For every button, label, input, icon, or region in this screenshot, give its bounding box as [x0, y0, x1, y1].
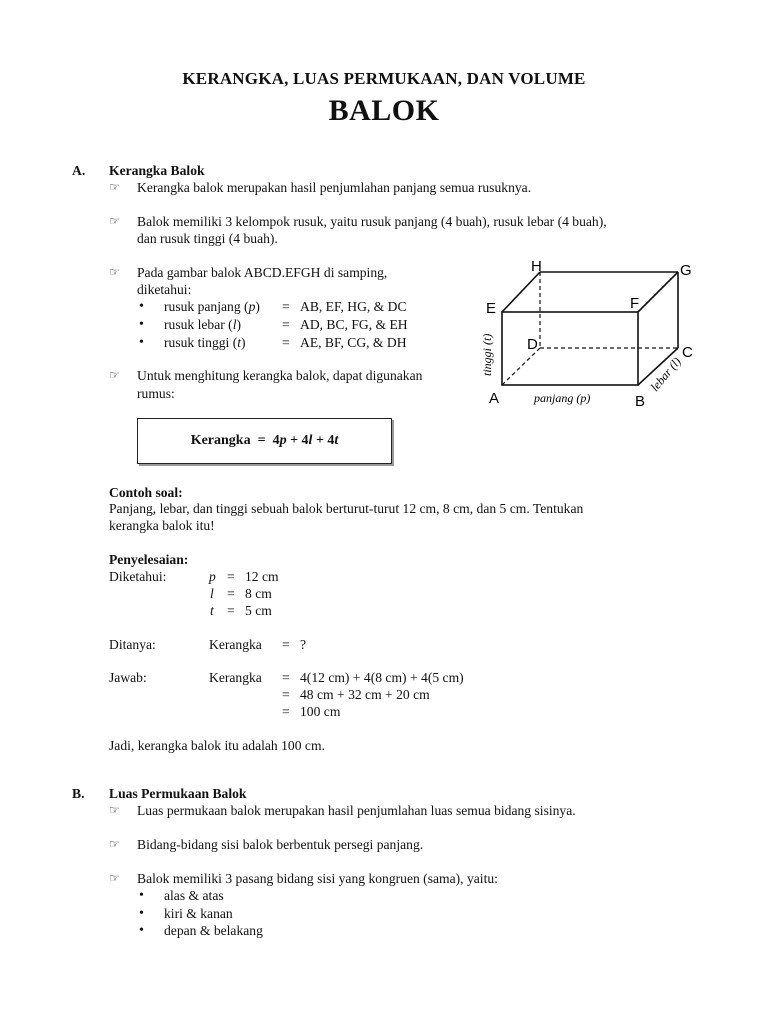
disc-bullet-icon: •	[139, 299, 144, 314]
example-question-line-1: Panjang, lebar, dan tinggi sebuah balok berturut-turut 12 cm, 8 cm, dan 5 cm. Tentukan	[109, 501, 584, 516]
document-subtitle: KERANGKA, LUAS PERMUKAAN, DAN VOLUME	[182, 69, 586, 88]
vertex-d-label: D	[527, 336, 538, 353]
asked-eq: =	[282, 637, 290, 652]
section-b-point-2: Bidang-bidang sisi balok berbentuk persegi panjang.	[137, 837, 424, 852]
section-b-marker: B.	[72, 786, 85, 801]
vertex-f-label: F	[630, 295, 640, 312]
edge-group-lebar: rusuk lebar (l)	[164, 317, 242, 332]
answer-step-1: 4(12 cm) + 4(8 cm) + 4(5 cm)	[300, 670, 464, 685]
edge-group-tinggi-value: AE, BF, CG, & DH	[300, 335, 407, 350]
known-t-value: 5 cm	[245, 603, 272, 618]
example-heading: Contoh soal:	[109, 485, 183, 500]
edge-group-panjang-value: AB, EF, HG, & DC	[300, 299, 407, 314]
section-a-point-3-line-1: Pada gambar balok ABCD.EFGH di samping,	[137, 265, 388, 280]
vertex-b-label: B	[635, 393, 646, 410]
asked-value: ?	[300, 637, 307, 652]
asked-label: Ditanya:	[109, 637, 156, 652]
pointing-hand-icon: ☞	[109, 214, 120, 228]
disc-bullet-icon: •	[139, 923, 144, 938]
disc-bullet-icon: •	[139, 317, 144, 332]
vertex-a-label: A	[489, 390, 500, 407]
face-pair-item: alas & atas	[164, 888, 224, 903]
face-pair-item: kiri & kanan	[164, 906, 233, 921]
disc-bullet-icon: •	[139, 888, 144, 903]
answer-step-3-eq: =	[282, 704, 290, 719]
known-t-eq: =	[227, 603, 235, 618]
edge-group-tinggi: rusuk tinggi (t)	[164, 335, 246, 350]
formula-box	[137, 418, 392, 464]
section-a-point-1: Kerangka balok merupakan hasil penjumlahan panjang semua rusuknya.	[137, 180, 532, 195]
vertex-h-label: H	[531, 258, 542, 275]
formula-kerangka: Kerangka = 4p + 4l + 4t	[190, 433, 339, 448]
known-l-eq: =	[227, 586, 235, 601]
example-question-line-2: kerangka balok itu!	[109, 518, 215, 533]
section-b-point-3: Balok memiliki 3 pasang bidang sisi yang kongruen (sama), yaitu:	[137, 871, 498, 886]
section-a-point-4-line-2: rumus:	[137, 386, 175, 401]
cuboid-figure	[472, 252, 704, 414]
section-a-marker: A.	[72, 163, 86, 178]
known-p-var: p	[209, 569, 216, 584]
answer-label: Jawab:	[109, 670, 147, 685]
section-a-heading: Kerangka Balok	[109, 163, 205, 178]
answer-step-3: 100 cm	[300, 704, 341, 719]
edge-group-lebar-eq: =	[282, 317, 290, 332]
panjang-label: panjang (p)	[534, 391, 591, 405]
tinggi-label: tinggi (t)	[480, 333, 494, 376]
vertex-e-label: E	[486, 300, 497, 317]
known-label: Diketahui:	[109, 569, 167, 584]
section-b-heading: Luas Permukaan Balok	[109, 786, 247, 801]
pointing-hand-icon: ☞	[109, 368, 120, 382]
answer-term: Kerangka	[209, 670, 262, 685]
pointing-hand-icon: ☞	[109, 803, 120, 817]
example-conclusion: Jadi, kerangka balok itu adalah 100 cm.	[109, 738, 325, 753]
solution-heading: Penyelesaian:	[109, 552, 189, 567]
section-a-point-3-line-2: diketahui:	[137, 282, 192, 297]
asked-term: Kerangka	[209, 637, 262, 652]
cuboid-edges	[502, 272, 678, 385]
pointing-hand-icon: ☞	[109, 265, 120, 279]
known-l-var: l	[210, 586, 214, 601]
answer-step-2: 48 cm + 32 cm + 20 cm	[300, 687, 430, 702]
known-p-eq: =	[227, 569, 235, 584]
edge-group-panjang: rusuk panjang (p)	[164, 299, 260, 314]
cuboid-hidden-edges	[502, 272, 678, 385]
lebar-label: lebar (l)	[647, 354, 684, 394]
disc-bullet-icon: •	[139, 906, 144, 921]
known-t-var: t	[210, 603, 214, 618]
pointing-hand-icon: ☞	[109, 871, 120, 885]
edge-group-panjang-eq: =	[282, 299, 290, 314]
section-a-point-4-line-1: Untuk menghitung kerangka balok, dapat digunakan	[137, 368, 423, 383]
known-p-value: 12 cm	[245, 569, 279, 584]
pointing-hand-icon: ☞	[109, 837, 120, 851]
edge-group-tinggi-eq: =	[282, 335, 290, 350]
answer-step-2-eq: =	[282, 687, 290, 702]
known-l-value: 8 cm	[245, 586, 272, 601]
vertex-c-label: C	[682, 344, 693, 361]
edge-group-lebar-value: AD, BC, FG, & EH	[300, 317, 408, 332]
face-pair-item: depan & belakang	[164, 923, 263, 938]
pointing-hand-icon: ☞	[109, 180, 120, 194]
answer-step-1-eq: =	[282, 670, 290, 685]
section-a-point-2-line-1: Balok memiliki 3 kelompok rusuk, yaitu rusuk panjang (4 buah), rusuk lebar (4 buah),	[137, 214, 607, 229]
vertex-g-label: G	[680, 262, 692, 279]
section-b-point-1: Luas permukaan balok merupakan hasil penjumlahan luas semua bidang sisinya.	[137, 803, 576, 818]
section-a-point-2-line-2: dan rusuk tinggi (4 buah).	[137, 231, 278, 246]
document-title: BALOK	[328, 94, 440, 127]
disc-bullet-icon: •	[139, 335, 144, 350]
